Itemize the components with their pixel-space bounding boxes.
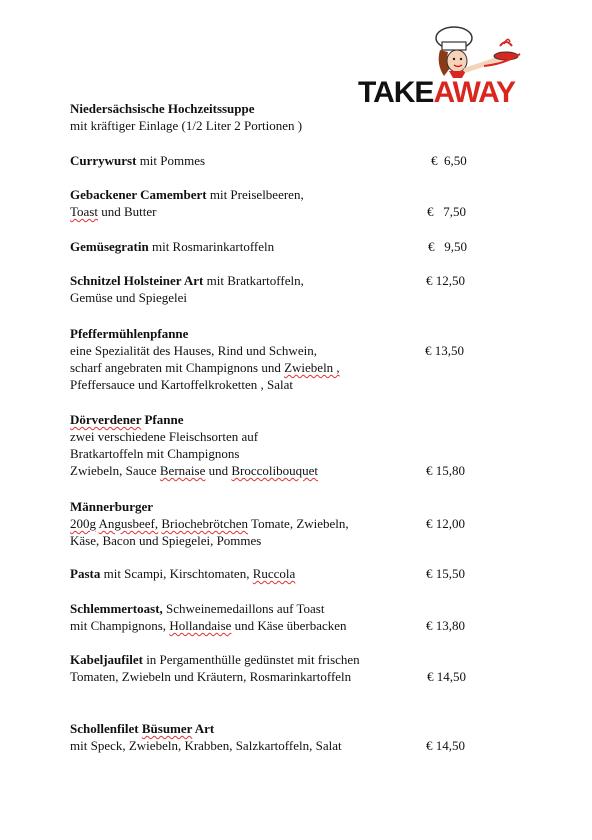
menu-item-line: [70, 411, 490, 428]
dish-name: Männerburger: [70, 499, 154, 514]
dish-description: Broccolibouquet: [231, 463, 319, 478]
menu-item-line: [70, 325, 490, 342]
menu-item-line: [70, 445, 490, 462]
dish-description: mit Champignons,: [70, 618, 170, 633]
dish-description: Angusbeef,: [98, 516, 159, 531]
dish-description: Hollandaise: [169, 618, 232, 633]
dish-description: Bernaise: [159, 463, 206, 478]
menu-item-price: € 14,50: [426, 738, 465, 753]
dish-description: Briochebrötchen: [161, 516, 249, 531]
dish-description: Zwiebeln ,: [284, 360, 340, 375]
menu-item-price: € 12,50: [426, 273, 465, 288]
dish-description: Tomate, Zwiebeln,: [248, 516, 349, 531]
dish-name: Gemüsegratin: [70, 239, 149, 254]
dish-description: 200g: [70, 516, 96, 531]
menu-item-line: [70, 600, 490, 617]
menu-item-line: [70, 359, 490, 376]
menu-item-line: [70, 498, 490, 515]
dish-name: Currywurst: [70, 153, 137, 168]
dish-description: mit kräftiger Einlage (1/2 Liter 2 Portionen ): [70, 118, 303, 133]
dish-description: Pfeffersauce und Kartoffelkroketten , Salat: [70, 377, 293, 392]
logo-away-text: AWAY: [433, 76, 516, 109]
dish-description: zwei verschiedene Fleischsorten auf: [70, 429, 259, 444]
menu-item-price: € 13,80: [426, 618, 465, 633]
dish-description: mit Pommes: [136, 153, 206, 168]
dish-description: mit Bratkartoffeln,: [203, 273, 304, 288]
dish-name: Art: [192, 721, 215, 736]
dish-description: scharf angebraten mit Champignons und: [70, 360, 285, 375]
dish-name: Pasta: [70, 566, 101, 581]
dish-description: Zwiebeln, Sauce: [70, 463, 160, 478]
dish-name: Pfeffermühlenpfanne: [70, 326, 189, 341]
dish-name: Kabeljaufilet: [70, 652, 143, 667]
menu-item: [70, 152, 490, 169]
menu-item-line: [70, 238, 490, 255]
dish-description: und Käse überbacken: [231, 618, 347, 633]
dish-description: Gemüse und Spiegelei: [70, 290, 187, 305]
menu-item: [70, 325, 490, 393]
dish-name: Pfanne: [141, 412, 184, 427]
menu-item-line: [70, 428, 490, 445]
dish-description: Ruccola: [252, 566, 296, 581]
menu-item-line: [70, 117, 490, 134]
menu-item-price: € 13,50: [425, 343, 464, 358]
dish-description: und: [205, 463, 232, 478]
menu-item: [70, 100, 490, 134]
menu-item-price: € 14,50: [427, 669, 466, 684]
menu-item-price: € 15,50: [426, 566, 465, 581]
menu-item: [70, 238, 490, 255]
menu-item-price: € 6,50: [431, 153, 467, 168]
dish-name: Schnitzel Holsteiner Art: [70, 273, 204, 288]
dish-name: Büsumer: [141, 721, 193, 736]
dish-name: Schollenfilet: [70, 721, 142, 736]
dish-name: Dörverdener: [70, 412, 142, 427]
dish-description: eine Spezialität des Hauses, Rind und Schwein,: [70, 343, 317, 358]
dish-description: Käse, Bacon und Spiegelei, Pommes: [70, 533, 262, 548]
menu-item-line: [70, 376, 490, 393]
menu-item-line: [70, 186, 490, 203]
logo-take-text: TAKE: [358, 76, 434, 109]
dish-description: und Butter: [97, 204, 157, 219]
menu-item-price: € 9,50: [428, 239, 467, 254]
dish-description: Schweinemedaillons auf Toast: [162, 601, 325, 616]
dish-description: Toast: [70, 204, 98, 219]
menu-item-price: € 12,00: [426, 516, 465, 531]
dish-description: in Pergamenthülle gedünstet mit frischen: [142, 652, 360, 667]
dish-description: mit Rosmarinkartoffeln: [148, 239, 275, 254]
dish-description: mit Preiselbeeren,: [206, 187, 304, 202]
dish-description: Tomaten, Zwiebeln und Kräutern, Rosmarinkartoffeln: [70, 669, 352, 684]
menu-item-line: [70, 100, 490, 117]
dish-name: Niedersächsische Hochzeitssuppe: [70, 101, 255, 116]
dish-description: mit Scampi, Kirschtomaten,: [100, 566, 253, 581]
menu-item-line: [70, 720, 490, 737]
menu-item-price: € 7,50: [427, 204, 466, 219]
dish-name: Schlemmertoast,: [70, 601, 163, 616]
dish-description: Bratkartoffeln mit Champignons: [70, 446, 240, 461]
menu-item-line: [70, 289, 490, 306]
menu-item-line: [70, 152, 490, 169]
menu-item-line: [70, 532, 490, 549]
dish-description: mit Speck, Zwiebeln, Krabben, Salzkartoffeln, Salat: [70, 738, 342, 753]
dish-name: Gebackener Camembert: [70, 187, 207, 202]
menu-item-price: € 15,80: [426, 463, 465, 478]
menu-item-line: [70, 651, 490, 668]
